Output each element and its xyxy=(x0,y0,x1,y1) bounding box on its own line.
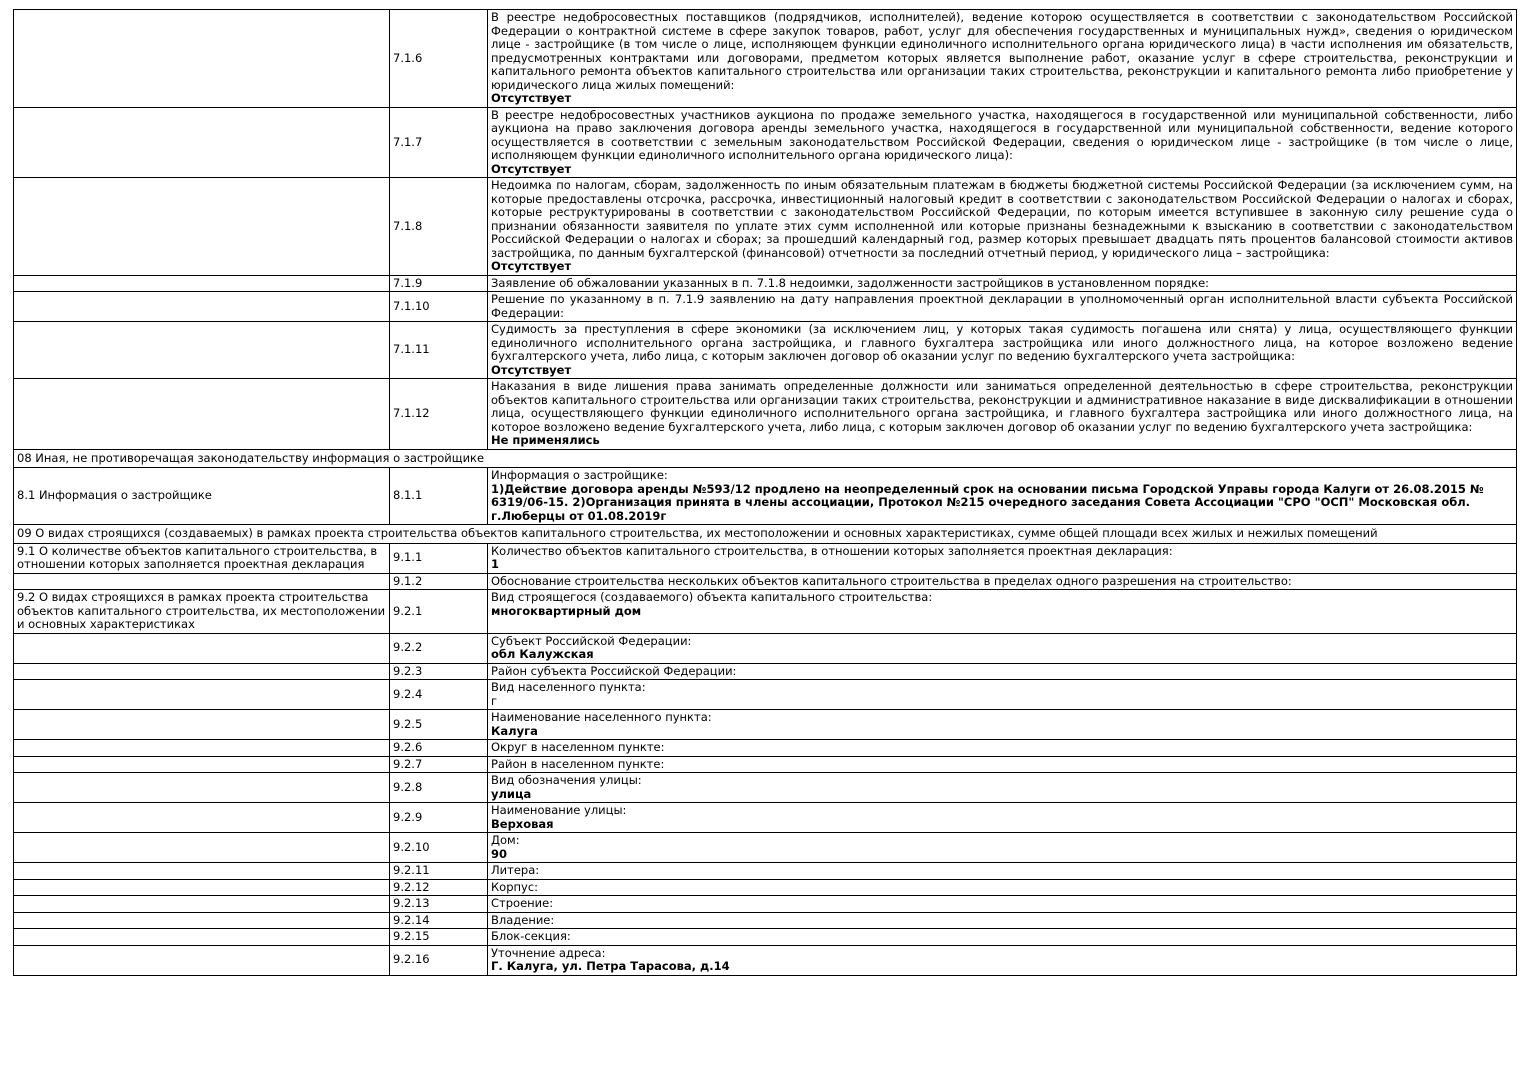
section-title: 08 Иная, не противоречащая законодательству информация о застройщике xyxy=(14,449,1517,468)
item-number-cell: 7.1.10 xyxy=(390,292,488,322)
item-content-cell xyxy=(488,590,1517,634)
item-number-cell: 9.2.12 xyxy=(390,879,488,896)
item-label: В реестре недобросовестных участников аукциона по продаже земельного участка, находящегося в государственной или муниципальной собственности, либо аукциона на право заключения договора аренды земельного участка, находящегося в государственной или муниципальной собственности, ведение которого осуществляется в соответствии с земельным законодательством Российской Федерации, сведения о юридическом лице - застройщике (в том числе о лице, исполняющем функции единоличного исполнительного органа юридического лица): xyxy=(491,107,1513,162)
item-number-cell: 9.2.7 xyxy=(390,756,488,773)
item-number-cell: 9.2.14 xyxy=(390,912,488,929)
table-row xyxy=(14,756,1517,773)
item-label: Строение: xyxy=(491,896,554,910)
item-value: улица xyxy=(491,786,532,801)
table-row xyxy=(14,292,1517,322)
item-content-cell xyxy=(488,178,1517,276)
table-row xyxy=(14,573,1517,590)
item-label: Обоснование строительства нескольких объектов капитального строительства в пределах одного разрешения на строительство: xyxy=(491,573,1292,588)
item-value: многоквартирный дом xyxy=(491,603,642,618)
table-row xyxy=(14,773,1517,803)
item-number-cell: 9.2.11 xyxy=(390,863,488,880)
item-content-cell xyxy=(488,896,1517,913)
item-number-cell: 9.2.5 xyxy=(390,710,488,740)
item-number-cell: 8.1.1 xyxy=(390,468,488,525)
item-number-cell: 7.1.9 xyxy=(390,275,488,292)
table-row xyxy=(14,879,1517,896)
group-label-cell xyxy=(14,912,390,929)
item-content-cell xyxy=(488,863,1517,880)
group-label-cell xyxy=(14,680,390,710)
group-label-cell xyxy=(14,756,390,773)
item-label: Вид населенного пункта: xyxy=(491,680,646,694)
item-label: Округ в населенном пункте: xyxy=(491,740,665,754)
item-label: Владение: xyxy=(491,912,555,927)
item-label: Вид строящегося (создаваемого) объекта капитального строительства: xyxy=(491,590,933,604)
group-label-cell xyxy=(14,107,390,178)
item-number-cell: 9.2.3 xyxy=(390,663,488,680)
item-number-cell: 9.2.15 xyxy=(390,929,488,946)
item-content-cell xyxy=(488,468,1517,525)
item-content-cell xyxy=(488,633,1517,663)
item-content-cell xyxy=(488,10,1517,108)
item-number-cell: 7.1.6 xyxy=(390,10,488,108)
item-label: Уточнение адреса: xyxy=(491,945,606,960)
table-row xyxy=(14,896,1517,913)
item-label: Количество объектов капитального строительства, в отношении которых заполняется проектная декларация: xyxy=(491,543,1173,558)
item-number-cell: 7.1.8 xyxy=(390,178,488,276)
item-content-cell xyxy=(488,379,1517,450)
item-label: Субъект Российской Федерации: xyxy=(491,633,692,648)
item-content-cell xyxy=(488,710,1517,740)
item-number-cell: 9.1.1 xyxy=(390,543,488,573)
item-label: Литера: xyxy=(491,863,540,877)
item-value: 1 xyxy=(491,557,500,571)
group-label-cell: 9.2 О видах строящихся в рамках проекта строительства объектов капитального строительства, их местоположении и основных характеристиках xyxy=(14,590,390,634)
item-label: Район субъекта Российской Федерации: xyxy=(491,663,737,678)
table-row xyxy=(14,633,1517,663)
item-value: Калуга xyxy=(491,723,538,738)
group-label-cell xyxy=(14,275,390,292)
item-number-cell: 9.2.13 xyxy=(390,896,488,913)
group-label-cell xyxy=(14,929,390,946)
item-number-cell: 9.2.16 xyxy=(390,945,488,975)
item-content-cell xyxy=(488,879,1517,896)
item-number-cell: 7.1.11 xyxy=(390,322,488,379)
table-row xyxy=(14,322,1517,379)
table-row xyxy=(14,468,1517,525)
item-content-cell xyxy=(488,663,1517,680)
group-label-cell xyxy=(14,803,390,833)
item-value: 1)Действие договора аренды №593/12 продлено на неопределенный срок на основании письма Городской Управы города Калуги от 26.08.2015 № 6319/06-15. 2)Организация принята в члены ассоциации, Протокол №215 очередного заседания Совета Ассоциации "СРО "ОСП" Московская обл. г.Люберцы от 01.08.2019г xyxy=(491,481,1484,523)
item-number-cell: 9.2.9 xyxy=(390,803,488,833)
item-value: Отсутствует xyxy=(491,161,572,176)
item-content-cell xyxy=(488,945,1517,975)
item-content-cell xyxy=(488,773,1517,803)
item-content-cell xyxy=(488,573,1517,590)
table-row xyxy=(14,929,1517,946)
group-label-cell xyxy=(14,10,390,108)
table-row xyxy=(14,740,1517,757)
item-number-cell: 9.2.1 xyxy=(390,590,488,634)
item-number-cell: 9.2.10 xyxy=(390,833,488,863)
item-value: обл Калужская xyxy=(491,647,594,661)
declaration-table xyxy=(13,9,1517,976)
item-label: Вид обозначения улицы: xyxy=(491,773,642,787)
item-label: В реестре недобросовестных поставщиков (подрядчиков, исполнителей), ведение которою осуществляется в соответствии с законодательством Российской Федерации о контрактной системе в сфере закупок товаров, работ, услуг для обеспечения государственных и муниципальных нужд», сведения о юридическом лице - застройщике (в том числе о лице, исполняющем функции единоличного исполнительного органа юридического лица) в части исполнения им обязательств, предусмотренных контрактами или договорами, предметом которых является выполнение работ, оказание услуг в сфере строительства, реконструкции и капитального ремонта объектов капитального строительства или организации таких строительства, реконструкции и капитального ремонта либо приобретение у юридического лица жилых помещений: xyxy=(491,10,1513,92)
item-content-cell xyxy=(488,833,1517,863)
item-content-cell xyxy=(488,929,1517,946)
item-content-cell xyxy=(488,275,1517,292)
table-row xyxy=(14,663,1517,680)
section-header-row xyxy=(14,525,1517,544)
section-header-row xyxy=(14,449,1517,468)
item-content-cell xyxy=(488,543,1517,573)
item-number-cell: 9.2.2 xyxy=(390,633,488,663)
item-value: Не применялись xyxy=(491,433,600,447)
group-label-cell xyxy=(14,178,390,276)
item-number-cell: 7.1.7 xyxy=(390,107,488,178)
table-row xyxy=(14,379,1517,450)
item-number-cell: 9.2.8 xyxy=(390,773,488,803)
item-content-cell xyxy=(488,756,1517,773)
group-label-cell xyxy=(14,322,390,379)
group-label-cell xyxy=(14,710,390,740)
item-label: Район в населенном пункте: xyxy=(491,756,665,771)
table-row xyxy=(14,945,1517,975)
table-row xyxy=(14,912,1517,929)
group-label-cell xyxy=(14,896,390,913)
table-row xyxy=(14,10,1517,108)
item-label: Наказания в виде лишения права занимать определенные должности или заниматься определенной деятельностью в сфере строительства, реконструкции объектов капитального строительства или организации таких строительства, реконструкции и административное наказание в виде дисквалификации в отношении лица, осуществляющего функции единоличного исполнительного органа застройщика, и главного бухгалтера застройщика или иного должностного лица, на которое возложено ведение бухгалтерского учета, либо лица, с которым заключен договор об оказании услуг по ведению бухгалтерского учета застройщика: xyxy=(491,379,1513,434)
table-row xyxy=(14,710,1517,740)
group-label-cell xyxy=(14,833,390,863)
item-label: Наименование улицы: xyxy=(491,803,627,817)
item-label: Недоимка по налогам, сборам, задолженность по иным обязательным платежам в бюджеты бюджетной системы Российской Федерации (за исключением сумм, на которые предоставлены отсрочка, рассрочка, инвестиционный налоговый кредит в соответствии с законодательством Российской Федерации о налогах и сборах, которые реструктурированы в соответствии с законодательством Российской Федерации, по которым имеется вступившее в законную силу решение суда о признании обязанности заявителя по уплате этих сумм исполненной или которые признаны безнадежными к взысканию в соответствии с законодательством Российской Федерации о налогах и сборах; за прошедший календарный год, размер которых превышает двадцать пять процентов балансовой стоимости активов застройщика, по данным бухгалтерской (финансовой) отчетности за последний отчетный период, у юридического лица – застройщика: xyxy=(491,178,1513,260)
item-value: г xyxy=(491,693,498,708)
group-label-cell xyxy=(14,379,390,450)
item-label: Блок-секция: xyxy=(491,929,571,943)
item-label: Корпус: xyxy=(491,879,539,894)
item-value: Отсутствует xyxy=(491,259,572,273)
group-label-cell xyxy=(14,773,390,803)
table-row xyxy=(14,590,1517,634)
item-number-cell: 9.1.2 xyxy=(390,573,488,590)
table-row xyxy=(14,680,1517,710)
item-number-cell: 9.2.6 xyxy=(390,740,488,757)
item-content-cell xyxy=(488,803,1517,833)
group-label-cell xyxy=(14,740,390,757)
table-row xyxy=(14,543,1517,573)
item-number-cell: 9.2.4 xyxy=(390,680,488,710)
item-number-cell: 7.1.12 xyxy=(390,379,488,450)
item-value: 90 xyxy=(491,846,508,861)
item-label: Решение по указанному в п. 7.1.9 заявлению на дату направления проектной декларации в уполномоченный орган исполнительной власти субъекта Российской Федерации: xyxy=(491,292,1513,320)
item-content-cell xyxy=(488,107,1517,178)
group-label-cell xyxy=(14,573,390,590)
item-value: Верховая xyxy=(491,816,554,831)
table-row xyxy=(14,833,1517,863)
group-label-cell xyxy=(14,945,390,975)
item-value: Отсутствует xyxy=(491,91,572,105)
declaration-table-body xyxy=(14,10,1517,976)
item-value: Г. Калуга, ул. Петра Тарасова, д.14 xyxy=(491,959,730,973)
group-label-cell xyxy=(14,663,390,680)
item-content-cell xyxy=(488,912,1517,929)
item-content-cell xyxy=(488,740,1517,757)
item-content-cell xyxy=(488,680,1517,710)
group-label-cell xyxy=(14,863,390,880)
group-label-cell xyxy=(14,633,390,663)
section-title: 09 О видах строящихся (создаваемых) в рамках проекта строительства объектов капитального строительства, их местоположении и основных характеристиках, сумме общей площади всех жилых и нежилых помещений xyxy=(14,525,1517,544)
item-label: Информация о застройщике: xyxy=(491,468,668,482)
table-row xyxy=(14,107,1517,178)
item-content-cell xyxy=(488,322,1517,379)
item-label: Дом: xyxy=(491,833,520,847)
group-label-cell: 8.1 Информация о застройщике xyxy=(14,468,390,525)
table-row xyxy=(14,803,1517,833)
group-label-cell: 9.1 О количестве объектов капитального строительства, в отношении которых заполняется проектная декларация xyxy=(14,543,390,573)
item-label: Заявление об обжаловании указанных в п. 7.1.8 недоимки, задолженности застройщиков в установленном порядке: xyxy=(491,275,1210,290)
group-label-cell xyxy=(14,292,390,322)
item-label: Судимость за преступления в сфере экономики (за исключением лиц, у которых такая судимость погашена или снята) у лица, осуществляющего функции единоличного исполнительного органа застройщика, и главного бухгалтера застройщика или иного должностного лица, на которое возложено ведение бухгалтерского учета, либо лица, с которым заключен договор об оказании услуг по ведению бухгалтерского учета застройщика: xyxy=(491,322,1513,363)
table-row xyxy=(14,863,1517,880)
item-content-cell xyxy=(488,292,1517,322)
group-label-cell xyxy=(14,879,390,896)
item-value: Отсутствует xyxy=(491,362,572,377)
table-row xyxy=(14,178,1517,276)
item-label: Наименование населенного пункта: xyxy=(491,710,712,724)
table-row xyxy=(14,275,1517,292)
